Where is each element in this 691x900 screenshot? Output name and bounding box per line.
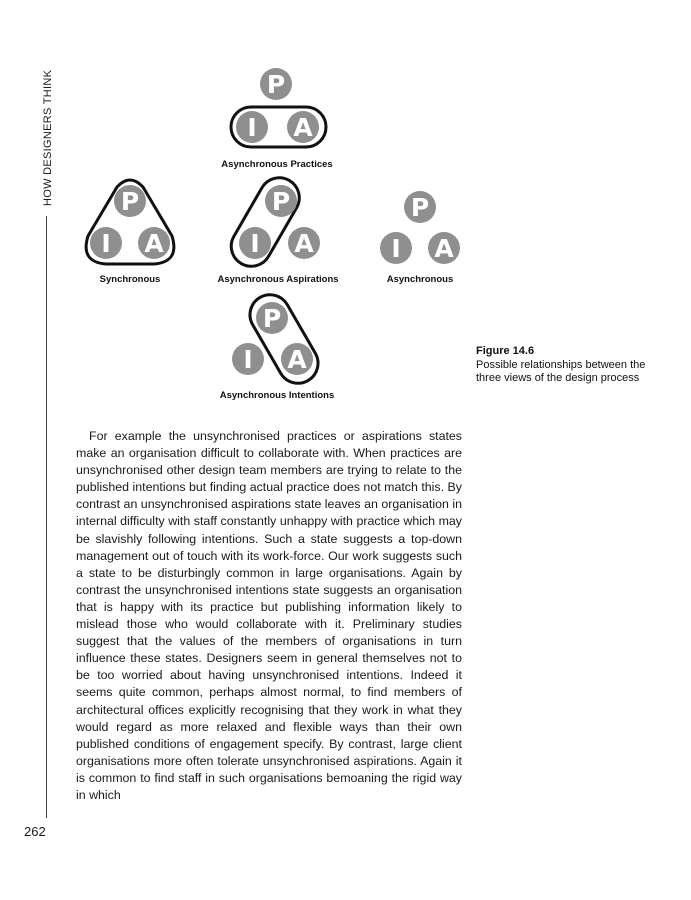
label-asynchronous-intentions: Asynchronous Intentions	[219, 390, 335, 401]
diagram-asynchronous-intentions	[220, 287, 335, 401]
diagram-asynchronous-aspirations	[217, 170, 338, 285]
label-synchronous: Synchronous	[99, 274, 161, 285]
figure-caption-text: Possible relationships between the three views of the design process	[476, 358, 646, 384]
p-letter: P	[271, 187, 291, 216]
i-letter: I	[243, 345, 253, 374]
diagram-asynchronous-practices	[221, 68, 332, 170]
label-asynchronous: Asynchronous	[386, 274, 454, 285]
body-paragraph: For example the unsynchronised practices or aspirations states make an organisation difficult to collaborate with. When practices are unsynchronised other design team members are trying to relate to the published intentions but finding actual practice does not match this. By contrast an unsynchronised aspirations state leaves an organisation in internal difficulty with staff constantly unhappy with practice which may be slavishly following intentions. Such a state suggests a top-down management out of touch with its work-force. Our work suggests such a state to be disturbingly common in large organisations. Again by contrast the unsynchronised intentions state suggests an organisation that is happy with its practice but publishing information likely to mislead those who would collaborate with it. Preliminary studies suggest that the values of the members of organisations in turn influence these states. Designers seem in general themselves not to be too worried about having unsynchronised intentions. Indeed it seems quite common, perhaps almost normal, to find members of architectural offices explicitly recognising that they work in what they would regard as more relaxed and flexible ways than their own published conditions of engagement specify. By contrast, large client organisations more often tolerate unsynchronised aspirations. Again it is common to find staff in such organisations bemoaning the rigid way in which	[76, 429, 462, 802]
label-asynchronous-practices: Asynchronous Practices	[221, 159, 333, 170]
a-letter: A	[294, 229, 314, 258]
i-letter: I	[247, 113, 257, 142]
i-letter: I	[101, 229, 111, 258]
running-head: HOW DESIGNERS THINK	[42, 69, 54, 206]
label-asynchronous-aspirations: Asynchronous Aspirations	[217, 274, 339, 285]
i-letter: I	[250, 229, 260, 258]
a-letter: A	[293, 113, 313, 142]
p-letter: P	[266, 70, 286, 99]
page-number: 262	[24, 824, 46, 839]
p-letter: P	[410, 193, 430, 222]
i-letter: I	[391, 234, 401, 263]
diagram-asynchronous	[380, 191, 460, 285]
p-letter: P	[120, 187, 140, 216]
a-letter: A	[144, 229, 164, 258]
body-text	[76, 428, 462, 804]
a-letter: A	[434, 234, 454, 263]
pi-enclosure	[224, 170, 307, 273]
p-letter: P	[262, 304, 282, 333]
a-letter: A	[287, 345, 307, 374]
figure-caption	[476, 345, 646, 386]
pa-enclosure	[243, 287, 326, 390]
figure-number: Figure 14.6	[476, 345, 535, 357]
diagram-synchronous	[86, 180, 174, 285]
